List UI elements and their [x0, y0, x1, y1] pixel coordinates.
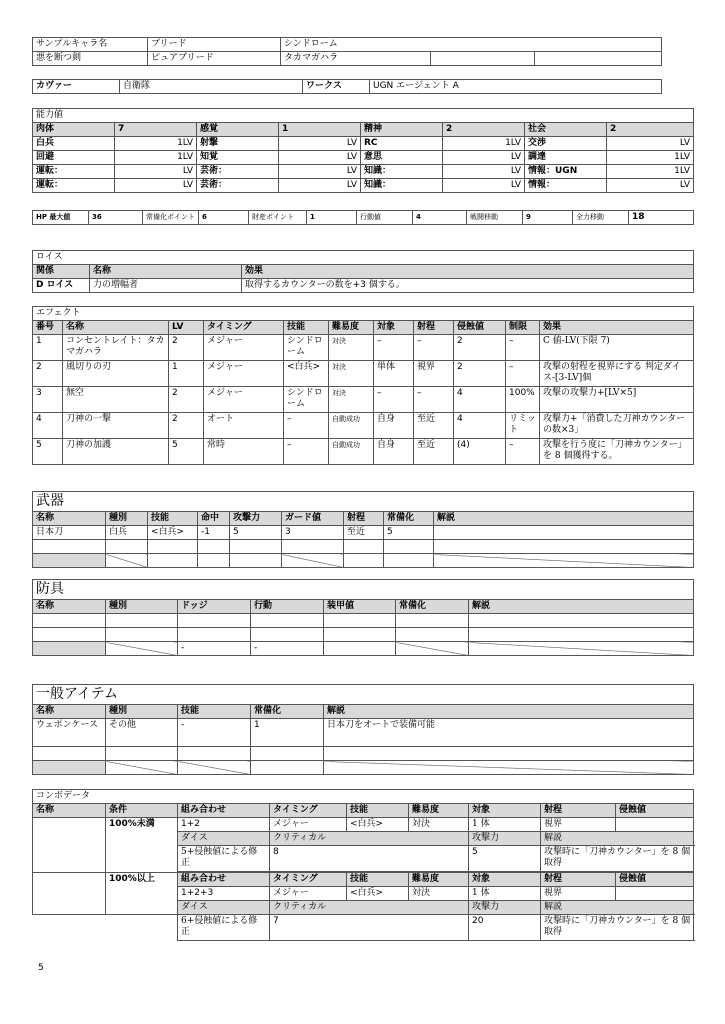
hp-value: 36: [89, 211, 143, 225]
skill-name: 白兵: [33, 137, 115, 151]
armor-table: 防具 名称 種別 ドッジ 行動 装甲値 常備化 解説 - -: [32, 579, 694, 656]
dash-value: 18: [629, 211, 694, 225]
items-title: 一般アイテム: [33, 685, 694, 705]
breed-value: ピュアブリード: [148, 52, 281, 66]
lois-row: D ロイス 力の増幅者 取得するカウンターの数を+3 個する。: [33, 279, 694, 293]
character-table: [32, 37, 662, 66]
combo-condition: 100%未満: [106, 818, 178, 873]
stats-table: [32, 210, 694, 225]
move-value: 9: [523, 211, 573, 225]
armor-total-action: -: [251, 642, 324, 656]
item-row: ウェポンケース その他 - 1 日本刀をオートで装備可能: [33, 719, 694, 747]
character-name: 悪を断つ剣: [33, 52, 148, 66]
abilities-title: 能力値: [33, 109, 694, 123]
effect-row: 4 刀神の一撃 2 オート – 自動成功 自身 至近 4 リミット 攻撃力+「消費した刀神カウンターの数×3」: [33, 413, 694, 439]
weapon-row: 日本刀 白兵 <白兵> -1 5 3 至近 5: [33, 526, 694, 540]
wealth-label: 財産ポイント: [249, 211, 307, 225]
stock-value: 6: [199, 211, 249, 225]
page-number: 5: [38, 963, 44, 973]
syndrome-value: タカマガハラ: [281, 52, 431, 66]
items-table: 一般アイテム 名称 種別 技能 常備化 解説 ウェポンケース その他 - 1 日本刀をオートで装備可能: [32, 684, 694, 775]
cover-table: [32, 79, 662, 94]
lois-table: ロイス 関係 名称 効果 D ロイス 力の増幅者 取得するカウンターの数を+3 個する。: [32, 250, 694, 293]
abilities-table: 能力値 肉体 7 感覚 1 精神 2 社会 2 白兵 1LV 射撃 LV RC 1LV 交渉 LV 回避 1LV 知覚 LV 意思 LV 調達 1LV 運転： LV 芸術： LV 知識： LV 情報：UGN 1LV 運転： LV 芸術： LV 知識： LV 情報： LV: [32, 108, 694, 193]
name-label: サンプルキャラ名: [33, 38, 148, 52]
combo-condition: 100%以上: [106, 873, 178, 915]
works-label: ワークス: [303, 80, 370, 94]
breed-label: ブリード: [148, 38, 281, 52]
works-value: UGN エージェント A: [370, 80, 662, 94]
initiative-label: 行動値: [357, 211, 413, 225]
effect-row: 5 刀神の加護 5 常時 – 自動成功 自身 至近 (4) – 攻撃を行う度に「刀神カウンター」を 8 個獲得する。: [33, 439, 694, 465]
effect-row: 3 無空 2 メジャー シンドローム 対決 – – 4 100% 攻撃の攻撃力+[LV×5]: [33, 387, 694, 413]
effect-row: 2 風切りの刃 1 メジャー <白兵> 対決 単体 視界 2 – 攻撃の射程を視界にする 判定ダイス-[3-LV]個: [33, 361, 694, 387]
effect-row: 1 コンセントレイト：タカマガハラ 2 メジャー シンドローム 対決 – – 2 – C 値-LV(下限 7): [33, 335, 694, 361]
effects-table: エフェクト 番号 名称 LV タイミング 技能 難易度 対象 射程 侵蝕値 制限 効果 1 コンセントレイト：タカマガハラ 2 メジャー シンドローム 対決 – – 2 – C 値-LV(下限 7) 2 風切りの刃 1 メジャー <白兵> 対決 単体 視界 2 – 攻撃の射程を視界にする 判定ダイス-[3-LV]個 3 無空 2 メジャー シンドローム 対決 – – 4 100% 攻撃の攻撃力+[LV×5] 4 刀神の一撃 2 オート – 自動成功 自身 至近 4 リミット 攻撃力+「消費した刀神カウンターの数×3」 5 刀神の加護 5 常時 – 自動成功 自身 至近 (4) – 攻撃を行う度に「刀神カウンター」を 8 個獲得する。: [32, 306, 694, 465]
cover-value: 自衛隊: [120, 80, 303, 94]
wealth-value: 1: [307, 211, 357, 225]
ability-header: 肉体: [33, 123, 115, 137]
hp-label: HP 最大値: [33, 211, 89, 225]
lois-title: ロイス: [33, 251, 694, 265]
dash-label: 全力移動: [573, 211, 629, 225]
combo-table: コンボデータ 名称 条件 組み合わせ タイミング 技能 難易度 対象 射程 侵蝕値 100%未満 1+2 メジャー <白兵> 対決 1 体 視界 ダイス クリティカル 攻撃力 解説 5+侵蝕値による修正 8 5 攻撃時に「刀神カウンター」を 8 個取得 100%以上 組み合わせ タイミング 技能 難易度 対象 射程 侵蝕値 1+2+3 メジャー <白兵> 対決 1 体 視界 ダイス クリティカル 攻撃力 解説 6+侵蝕値による修正 7 20 攻撃時に「刀神カウンター」を 8 個取得: [32, 789, 694, 941]
armor-title: 防具: [33, 580, 694, 600]
skill-level: 1LV: [115, 137, 197, 151]
stock-label: 常備化ポイント: [143, 211, 199, 225]
syndrome-label: シンドローム: [281, 38, 662, 52]
armor-total-dodge: -: [178, 642, 251, 656]
move-label: 戦闘移動: [467, 211, 523, 225]
combo-title: コンボデータ: [33, 790, 694, 804]
weapons-title: 武器: [33, 492, 694, 512]
effects-title: エフェクト: [33, 307, 694, 321]
cover-label: カヴァー: [33, 80, 120, 94]
initiative-value: 4: [413, 211, 467, 225]
weapons-table: 武器 名称 種別 技能 命中 攻撃力 ガード値 射程 常備化 解説 日本刀 白兵 <白兵> -1 5 3 至近 5: [32, 491, 694, 568]
